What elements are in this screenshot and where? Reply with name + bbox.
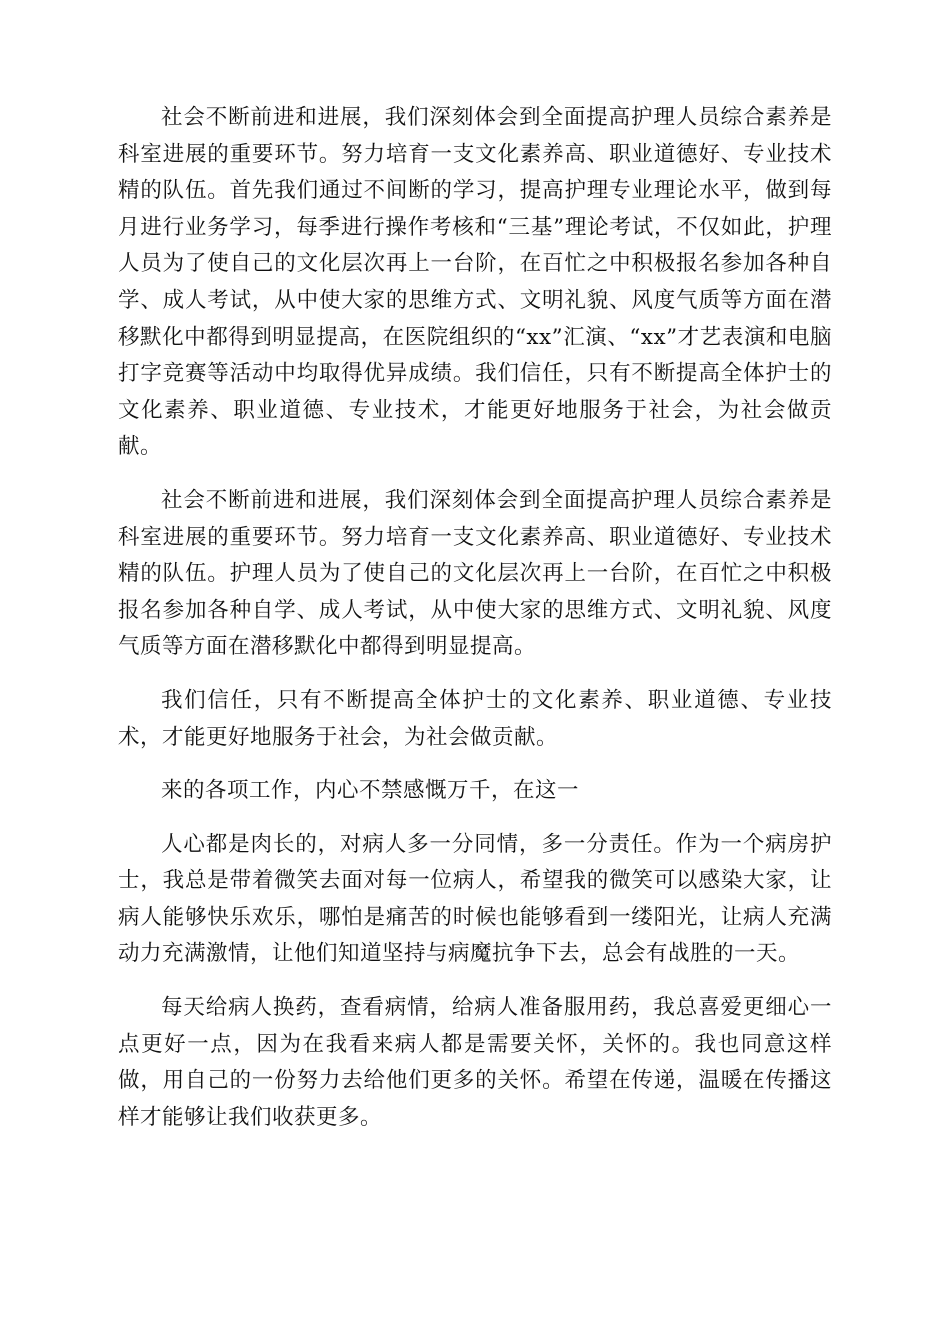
document-page (118, 100, 832, 1153)
paragraph-daily-care: 每天给病人换药，查看病情，给病人准备服用药，我总喜爱更细心一点更好一点，因为在我看来病人都是需要关怀，关怀的。我也同意这样做，用自己的一份努力去给他们更多的关怀。希望在传递，温暖在传播这样才能够让我们收获更多。 (118, 995, 832, 1130)
paragraph-nursing-quality-repeat: 社会不断前进和进展，我们深刻体会到全面提高护理人员综合素养是科室进展的重要环节。努力培育一支文化素养高、职业道德好、专业技术精的队伍。护理人员为了使自己的文化层次再上一台阶，在百忙之中积极报名参加各种自学、成人考试，从中使大家的思维方式、文明礼貌、风度气质等方面在潜移默化中都得到明显提高。 (118, 487, 832, 660)
paragraph-fragment: 来的各项工作，内心不禁感慨万千，在这一 (161, 778, 580, 804)
paragraph-belief: 我们信任，只有不断提高全体护士的文化素养、职业道德、专业技术，才能更好地服务于社会，为社会做贡献。 (118, 687, 832, 750)
paragraph-compassion: 人心都是肉长的，对病人多一分同情，多一分责任。作为一个病房护士，我总是带着微笑去面对每一位病人，希望我的微笑可以感染大家，让病人能够快乐欢乐，哪怕是痛苦的时候也能够看到一缕阳光，让病人充满动力充满激情，让他们知道坚持与病魔抗争下去，总会有战胜的一天。 (118, 831, 832, 967)
paragraph-nursing-quality: 社会不断前进和进展，我们深刻体会到全面提高护理人员综合素养是科室进展的重要环节。努力培育一支文化素养高、职业道德好、专业技术精的队伍。首先我们通过不间断的学习，提高护理专业理论水平，做到每月进行业务学习，每季进行操作考核和“三基”理论考试，不仅如此，护理人员为了使自己的文化层次再上一台阶，在百忙之中积极报名参加各种自学、成人考试，从中使大家的思维方式、文明礼貌、风度气质等方面在潜移默化中都得到明显提高，在医院组织的“xx”汇演、“xx”才艺表演和电脑打字竞赛等活动中均取得优异成绩。我们信任，只有不断提高全体护士的文化素养、职业道德、专业技术，才能更好地服务于社会，为社会做贡献。 (118, 105, 832, 460)
